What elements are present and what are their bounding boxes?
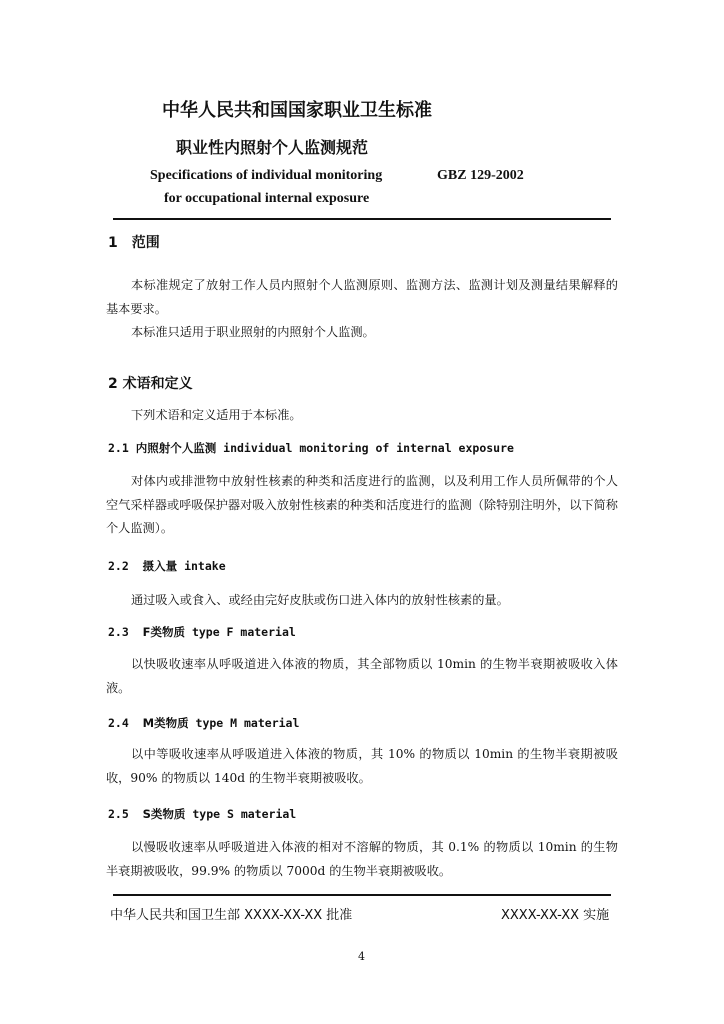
term-2-5-heading bbox=[108, 806, 296, 822]
term-english: intake bbox=[184, 559, 226, 573]
term-definition: 以快吸收速率从呼吸道进入体液的物质，其全部物质以 10min 的生物半衰期被吸收入体液。 bbox=[106, 657, 618, 695]
term-english: type S material bbox=[192, 807, 297, 821]
term-chinese: 内照射个人监测 bbox=[135, 441, 217, 455]
section-1-body bbox=[106, 274, 618, 345]
term-2-1-heading bbox=[108, 440, 514, 456]
footer-rule bbox=[113, 894, 611, 896]
term-english: individual monitoring of internal exposure bbox=[223, 441, 514, 455]
english-title-line2: for occupational internal exposure bbox=[164, 191, 370, 206]
term-chinese: 摄入量 bbox=[142, 559, 178, 573]
term-2-5-body bbox=[106, 836, 618, 883]
term-number: 2.2 bbox=[108, 559, 129, 573]
term-2-2-heading bbox=[108, 558, 226, 574]
approval-line: 中华人民共和国卫生部 XXXX-XX-XX 批准 bbox=[110, 908, 353, 923]
standard-subtitle: 职业性内照射个人监测规范 bbox=[176, 138, 369, 157]
section-2-intro-text: 下列术语和定义适用于本标准。 bbox=[131, 408, 302, 422]
term-number: 2.5 bbox=[108, 807, 129, 821]
term-chinese: F类物质 bbox=[142, 625, 185, 639]
section-1-paragraph-2: 本标准只适用于职业照射的内照射个人监测。 bbox=[131, 325, 375, 339]
term-2-1-body bbox=[106, 470, 618, 541]
standard-title: 中华人民共和国国家职业卫生标准 bbox=[162, 100, 432, 121]
implementation-line: XXXX-XX-XX 实施 bbox=[501, 908, 610, 923]
term-chinese: S类物质 bbox=[142, 807, 186, 821]
english-title-line1: Specifications of individual monitoring bbox=[150, 168, 383, 183]
term-definition: 通过吸入或食入、或经由完好皮肤或伤口进入体内的放射性核素的量。 bbox=[131, 593, 509, 607]
term-english: type F material bbox=[191, 625, 296, 639]
term-definition: 以慢吸收速率从呼吸道进入体液的相对不溶解的物质，其 0.1% 的物质以 10min 的生物半衰期被吸收，99.9% 的物质以 7000d 的生物半衰期被吸收。 bbox=[106, 840, 618, 878]
term-number: 2.4 bbox=[108, 716, 129, 730]
term-number: 2.1 bbox=[108, 441, 129, 455]
page-number: 4 bbox=[358, 950, 365, 963]
term-definition: 以中等吸收速率从呼吸道进入体液的物质，其 10% 的物质以 10min 的生物半衰期被吸收，90% 的物质以 140d 的生物半衰期被吸收。 bbox=[106, 747, 618, 785]
term-2-4-body bbox=[106, 743, 618, 790]
term-2-3-heading bbox=[108, 624, 296, 640]
section-1-heading: 1 范围 bbox=[108, 235, 160, 251]
term-english: type M material bbox=[195, 716, 300, 730]
term-chinese: M类物质 bbox=[142, 716, 189, 730]
term-2-2-body bbox=[106, 589, 618, 613]
term-2-3-body bbox=[106, 653, 618, 700]
header-rule bbox=[113, 218, 611, 220]
term-2-4-heading bbox=[108, 715, 299, 731]
standard-code: GBZ 129-2002 bbox=[437, 168, 524, 183]
term-number: 2.3 bbox=[108, 625, 129, 639]
section-2-heading: 2 术语和定义 bbox=[108, 376, 193, 392]
section-2-intro bbox=[106, 404, 618, 428]
term-definition: 对体内或排泄物中放射性核素的种类和活度进行的监测，以及利用工作人员所佩带的个人空气采样器或呼吸保护器对吸入放射性核素的种类和活度进行的监测（除特别注明外，以下简称个人监测）。 bbox=[106, 474, 618, 535]
section-1-paragraph-1: 本标准规定了放射工作人员内照射个人监测原则、监测方法、监测计划及测量结果解释的基本要求。 bbox=[106, 278, 618, 316]
